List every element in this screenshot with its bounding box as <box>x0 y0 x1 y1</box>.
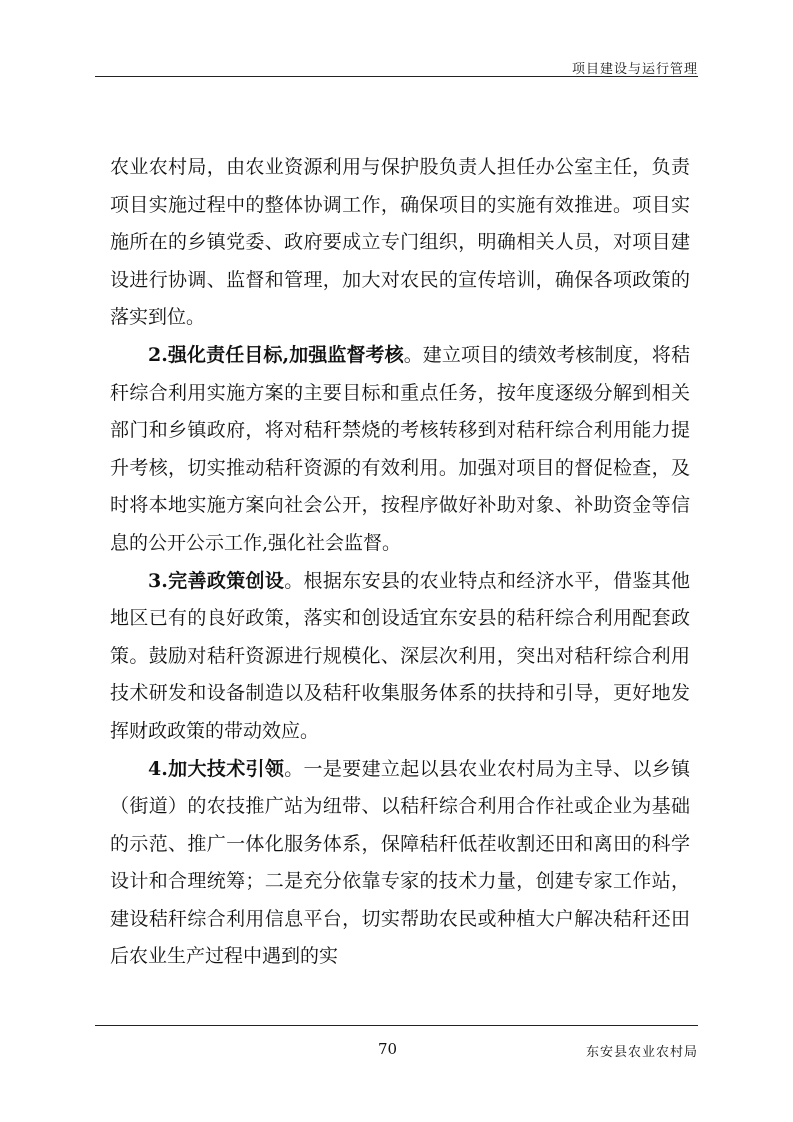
paragraph-technology <box>110 751 690 977</box>
page-number: 70 <box>378 1040 398 1058</box>
paragraph-policy <box>110 563 690 751</box>
footer-rule <box>95 1025 698 1026</box>
header-rule <box>95 76 698 77</box>
paragraph-responsibility <box>110 337 690 563</box>
paragraph-lead: 4.加大技术引领 <box>148 757 285 780</box>
paragraph-text: 。一是要建立起以县农业农村局为主导、以乡镇（街道）的农技推广站为纽带、以秸秆综合利用合作社或企业为基础的示范、推广一体化服务体系，保障秸秆低茬收割还田和离田的科学设计和合理统筹；二是充分依靠专家的技术力量，创建专家工作站，建设秸秆综合利用信息平台，切实帮助农民或种植大户解决秸秆还田后农业生产过程中遇到的实 <box>110 757 690 968</box>
paragraph-text: 农业农村局，由农业资源利用与保护股负责人担任办公室主任，负责项目实施过程中的整体协调工作，确保项目的实施有效推进。项目实施所在的乡镇党委、政府要成立专门组织，明确相关人员，对项目建设进行协调、监督和管理，加大对农民的宣传培训，确保各项政策的落实到位。 <box>110 156 690 329</box>
paragraph-lead: 3.完善政策创设 <box>148 569 285 592</box>
paragraph-text: 。根据东安县的农业特点和经济水平，借鉴其他地区已有的良好政策，落实和创设适宜东安县的秸秆综合利用配套政策。鼓励对秸秆资源进行规模化、深层次利用，突出对秸秆综合利用技术研发和设备制造以及秸秆收集服务体系的扶持和引导，更好地发挥财政政策的带动效应。 <box>110 569 690 742</box>
body-text <box>110 149 690 976</box>
paragraph-lead: 2.强化责任目标,加强监督考核 <box>148 343 404 366</box>
running-header-title: 项目建设与运行管理 <box>571 62 698 77</box>
footer-organization: 东安县农业农村局 <box>585 1045 698 1060</box>
paragraph-text: 。建立项目的绩效考核制度，将秸秆综合利用实施方案的主要目标和重点任务，按年度逐级分解到相关部门和乡镇政府，将对秸秆禁烧的考核转移到对秸秆综合利用能力提升考核，切实推动秸秆资源的有效利用。加强对项目的督促检查，及时将本地实施方案向社会公开，按程序做好补助对象、补助资金等信息的公开公示工作,强化社会监督。 <box>110 343 690 554</box>
paragraph-continuation <box>110 149 690 337</box>
